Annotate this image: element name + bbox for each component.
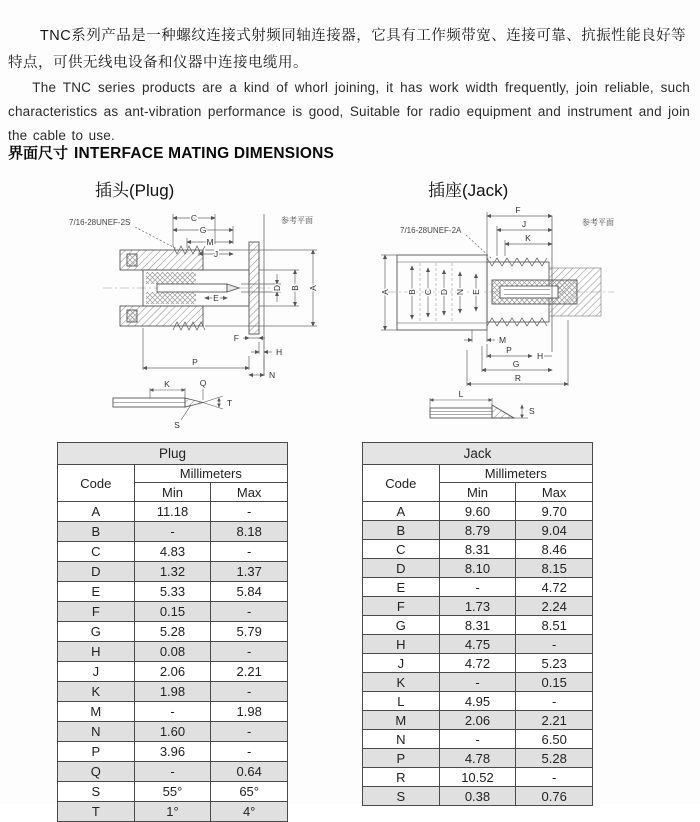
code-cell: B [363, 521, 440, 540]
value-cell: 0.15 [134, 602, 211, 622]
value-cell: 5.84 [211, 582, 288, 602]
value-cell: 4° [211, 802, 288, 822]
jack-dim-h: H [537, 351, 544, 361]
value-cell: 8.31 [439, 540, 516, 559]
code-cell: S [363, 787, 440, 806]
table-row [58, 722, 288, 742]
value-cell: - [134, 702, 211, 722]
plug-max-header: Max [211, 483, 288, 502]
value-cell: - [439, 730, 516, 749]
table-row [58, 762, 288, 782]
value-cell: 5.33 [134, 582, 211, 602]
code-cell: C [58, 542, 135, 562]
value-cell: 4.95 [439, 692, 516, 711]
value-cell: 9.60 [439, 502, 516, 521]
value-cell: - [211, 602, 288, 622]
code-cell: G [363, 616, 440, 635]
intro-paragraph-chinese: TNC系列产品是一种螺纹连接式射频同轴连接器，它具有工作频带宽、连接可靠、抗振性能良好等特点，可供无线电设备和仪器中连接电缆用。 [8, 27, 687, 71]
code-cell: L [363, 692, 440, 711]
jack-max-header: Max [516, 483, 593, 502]
code-cell: M [363, 711, 440, 730]
plug-dim-q: Q [199, 378, 207, 388]
plug-interface-drawing [55, 200, 355, 436]
value-cell: 0.08 [134, 642, 211, 662]
jack-dim-k: K [525, 233, 531, 243]
value-cell: 4.83 [134, 542, 211, 562]
table-row [363, 616, 593, 635]
table-row [58, 782, 288, 802]
plug-dim-g: G [199, 225, 207, 235]
jack-dim-m: M [499, 335, 507, 345]
jack-table-body [363, 502, 593, 806]
jack-table-title: Jack [363, 443, 593, 465]
code-cell: N [363, 730, 440, 749]
table-row [363, 730, 593, 749]
code-cell: M [58, 702, 135, 722]
value-cell: 5.23 [516, 654, 593, 673]
table-row [363, 749, 593, 768]
plug-dim-a: A [308, 285, 318, 291]
jack-table-title-row [363, 443, 593, 465]
value-cell: 8.51 [516, 616, 593, 635]
value-cell: 8.18 [211, 522, 288, 542]
value-cell: 2.21 [516, 711, 593, 730]
plug-table-unit-row [58, 465, 288, 483]
jack-interface-drawing [372, 200, 672, 436]
plug-dim-t: T [227, 398, 233, 408]
section-heading-en: INTERFACE MATING DIMENSIONS [74, 145, 335, 162]
value-cell: 8.15 [516, 559, 593, 578]
plug-dim-d: D [272, 284, 282, 292]
jack-detail-view [430, 398, 528, 418]
plug-dim-h: H [276, 347, 283, 357]
jack-dim-f: F [515, 205, 521, 215]
jack-dim-g: G [512, 359, 520, 369]
plug-unit-header: Millimeters [134, 465, 287, 483]
value-cell: 4.72 [516, 578, 593, 597]
value-cell: 8.31 [439, 616, 516, 635]
plug-diagram-title: 插头(Plug) [95, 181, 175, 200]
value-cell: - [211, 742, 288, 762]
code-cell: H [363, 635, 440, 654]
code-cell: D [363, 559, 440, 578]
plug-ref-plane-label: 参考平面 [281, 216, 313, 225]
jack-diagram-title: 插座(Jack) [428, 181, 509, 200]
section-heading [8, 137, 334, 165]
table-row [58, 662, 288, 682]
code-cell: H [58, 642, 135, 662]
code-cell: F [363, 597, 440, 616]
jack-dim-s: S [529, 406, 535, 416]
value-cell: 55° [134, 782, 211, 802]
table-row [363, 654, 593, 673]
table-row [58, 802, 288, 822]
table-row [363, 559, 593, 578]
value-cell: 4.78 [439, 749, 516, 768]
value-cell: 1.60 [134, 722, 211, 742]
value-cell: 5.28 [516, 749, 593, 768]
code-cell: C [363, 540, 440, 559]
table-row [363, 521, 593, 540]
code-cell: F [58, 602, 135, 622]
jack-min-header: Min [439, 483, 516, 502]
jack-unit-header: Millimeters [439, 465, 592, 483]
table-row [58, 562, 288, 582]
plug-dim-p: P [192, 357, 198, 367]
value-cell: - [439, 673, 516, 692]
jack-dim-r: R [514, 373, 522, 383]
value-cell: 5.79 [211, 622, 288, 642]
jack-dim-c: C [423, 288, 433, 296]
plug-dim-e: E [213, 293, 219, 303]
table-row [58, 582, 288, 602]
value-cell: - [439, 578, 516, 597]
value-cell: 1° [134, 802, 211, 822]
jack-code-header: Code [363, 465, 440, 502]
code-cell: G [58, 622, 135, 642]
code-cell: J [58, 662, 135, 682]
table-row [363, 787, 593, 806]
table-row [363, 768, 593, 787]
value-cell: 1.98 [211, 702, 288, 722]
plug-section-body [103, 214, 277, 376]
code-cell: P [58, 742, 135, 762]
value-cell: 6.50 [516, 730, 593, 749]
intro-paragraph-english: The TNC series products are a kind of whorl joining, it has work width frequently, join reliable, such characteristics as ant-vibration performance is good, Suitable for radio equipment and instrument and join the cable to use. [8, 79, 690, 143]
table-row [58, 622, 288, 642]
value-cell: 11.18 [134, 502, 211, 522]
value-cell: 0.64 [211, 762, 288, 782]
value-cell: - [516, 768, 593, 787]
jack-section-body [387, 216, 614, 352]
table-row [58, 742, 288, 762]
value-cell: 1.32 [134, 562, 211, 582]
jack-dimensions-table [362, 442, 593, 806]
code-cell: R [363, 768, 440, 787]
value-cell: 9.04 [516, 521, 593, 540]
plug-table-body [58, 502, 288, 822]
plug-dim-b: B [290, 285, 300, 291]
value-cell: 0.76 [516, 787, 593, 806]
table-row [363, 711, 593, 730]
code-cell: Q [58, 762, 135, 782]
jack-dim-b: B [407, 289, 417, 295]
value-cell: 0.15 [516, 673, 593, 692]
value-cell: - [516, 635, 593, 654]
plug-min-header: Min [134, 483, 211, 502]
code-cell: S [58, 782, 135, 802]
value-cell: 2.06 [439, 711, 516, 730]
jack-dim-e: E [471, 289, 481, 295]
table-row [363, 597, 593, 616]
value-cell: 1.73 [439, 597, 516, 616]
value-cell: - [211, 502, 288, 522]
plug-dim-j: J [213, 249, 219, 259]
value-cell: - [211, 682, 288, 702]
plug-detail-view [113, 388, 223, 420]
plug-code-header: Code [58, 465, 135, 502]
plug-dim-f: F [233, 333, 239, 343]
code-cell: A [58, 502, 135, 522]
value-cell: 65° [211, 782, 288, 802]
code-cell: E [58, 582, 135, 602]
table-row [58, 522, 288, 542]
value-cell: 10.52 [439, 768, 516, 787]
value-cell: - [516, 692, 593, 711]
value-cell: 1.37 [211, 562, 288, 582]
value-cell: 2.06 [134, 662, 211, 682]
code-cell: N [58, 722, 135, 742]
plug-dim-n: N [269, 370, 276, 380]
jack-table-unit-row [363, 465, 593, 483]
jack-dim-p: P [506, 345, 512, 355]
plug-dimensions-table [57, 442, 288, 822]
code-cell: A [363, 502, 440, 521]
plug-thread-label: 7/16-28UNEF-2S [69, 218, 131, 227]
jack-dim-j: J [521, 219, 527, 229]
table-row [363, 692, 593, 711]
value-cell: 5.28 [134, 622, 211, 642]
code-cell: K [363, 673, 440, 692]
value-cell: 4.72 [439, 654, 516, 673]
plug-dim-k: K [164, 379, 170, 389]
table-row [363, 502, 593, 521]
jack-dim-n: N [455, 288, 465, 296]
table-row [58, 682, 288, 702]
value-cell: 2.21 [211, 662, 288, 682]
jack-dim-a: A [380, 289, 390, 295]
jack-dim-l: L [458, 389, 464, 399]
code-cell: J [363, 654, 440, 673]
value-cell: - [134, 522, 211, 542]
value-cell: 8.46 [516, 540, 593, 559]
table-row [58, 642, 288, 662]
value-cell: - [211, 642, 288, 662]
code-cell: B [58, 522, 135, 542]
table-row [58, 602, 288, 622]
table-row [58, 502, 288, 522]
code-cell: E [363, 578, 440, 597]
table-row [363, 673, 593, 692]
value-cell: - [211, 722, 288, 742]
section-heading-cn: 界面尺寸 [8, 145, 69, 162]
value-cell: - [211, 542, 288, 562]
value-cell: 8.10 [439, 559, 516, 578]
code-cell: D [58, 562, 135, 582]
code-cell: P [363, 749, 440, 768]
value-cell: 0.38 [439, 787, 516, 806]
jack-thread-label: 7/16-28UNEF-2A [400, 226, 462, 235]
jack-dim-d: D [439, 288, 449, 296]
table-row [363, 578, 593, 597]
plug-dim-s: S [174, 420, 180, 430]
plug-table-title: Plug [58, 443, 288, 465]
plug-dim-c: C [190, 213, 198, 223]
value-cell: 2.24 [516, 597, 593, 616]
table-row [363, 635, 593, 654]
value-cell: - [134, 762, 211, 782]
value-cell: 9.70 [516, 502, 593, 521]
value-cell: 8.79 [439, 521, 516, 540]
code-cell: T [58, 802, 135, 822]
value-cell: 3.96 [134, 742, 211, 762]
table-row [58, 702, 288, 722]
plug-dim-m: M [206, 237, 214, 247]
table-row [363, 540, 593, 559]
code-cell: K [58, 682, 135, 702]
jack-ref-plane-label: 参考平面 [582, 218, 614, 227]
value-cell: 4.75 [439, 635, 516, 654]
table-row [58, 542, 288, 562]
value-cell: 1.98 [134, 682, 211, 702]
plug-table-title-row [58, 443, 288, 465]
